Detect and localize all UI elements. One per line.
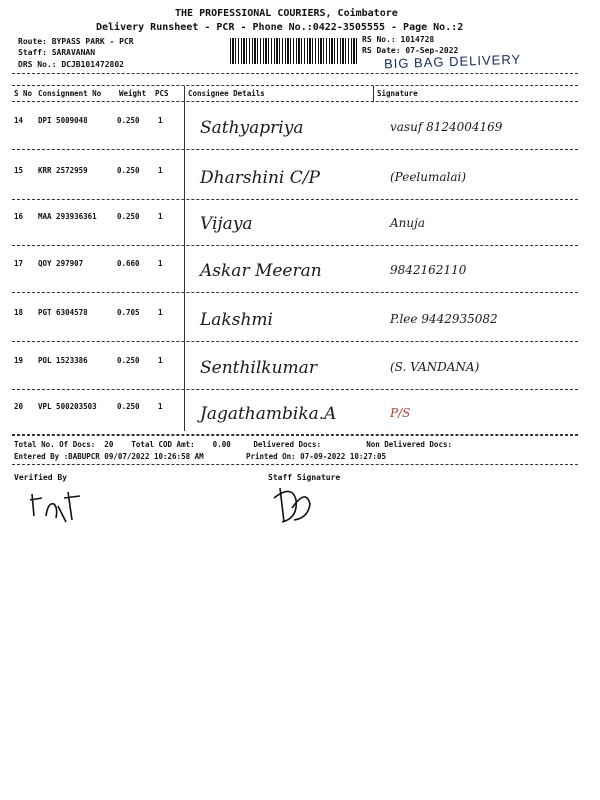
barcode [230, 38, 358, 64]
row-consignment-no: QOY 297907 [38, 259, 84, 268]
drs-label: DRS No.: DCJB101472802 [18, 60, 124, 69]
row-weight: 0.250 [117, 212, 140, 221]
staff-label: Staff: SARAVANAN [18, 48, 96, 57]
row-consignee-name: Jagathambika.A [200, 404, 337, 424]
row-signature: Anuja [390, 216, 425, 230]
row-consignee-name: Vijaya [200, 214, 253, 234]
row-sno: 15 [14, 166, 24, 175]
row-divider [12, 389, 578, 390]
row-consignment-no: KRR 2572959 [38, 166, 88, 175]
col-consignment: Consignment No [38, 89, 102, 98]
divider [12, 464, 578, 465]
rs-number: RS No.: 1014728 [362, 35, 435, 44]
company-title: THE PROFESSIONAL COURIERS, Coimbatore [175, 8, 398, 19]
staff-signature-label: Staff Signature [268, 473, 341, 482]
row-pcs: 1 [158, 116, 163, 125]
row-pcs: 1 [158, 308, 163, 317]
row-pcs: 1 [158, 212, 163, 221]
col-sno: S No [14, 89, 33, 98]
row-signature: P/S [390, 406, 411, 420]
route-label: Route: BYPASS PARK - PCR [18, 37, 134, 46]
row-pcs: 1 [158, 356, 163, 365]
row-pcs: 1 [158, 166, 163, 175]
col-signature: Signature [377, 89, 418, 98]
printed-on: Printed On: 07-09-2022 10:27:05 [246, 452, 386, 461]
verifier-signature [28, 486, 88, 526]
row-sno: 16 [14, 212, 24, 221]
row-consignee-name: Sathyapriya [200, 118, 304, 138]
row-sno: 17 [14, 259, 24, 268]
row-weight: 0.660 [117, 259, 140, 268]
row-weight: 0.705 [117, 308, 140, 317]
row-consignee-name: Senthilkumar [200, 358, 317, 378]
big-bag-stamp: BIG BAG DELIVERY [383, 51, 522, 72]
divider [12, 85, 578, 86]
row-weight: 0.250 [117, 402, 140, 411]
row-consignment-no: POL 1523386 [38, 356, 88, 365]
row-consignment-no: MAA 293936361 [38, 212, 97, 221]
row-divider [12, 292, 578, 293]
entered-by: Entered By :BABUPCR 09/07/2022 10:26:58 AM [14, 452, 204, 461]
row-divider [12, 149, 578, 150]
runsheet-title: Delivery Runsheet - PCR - Phone No.:0422-3505555 - Page No.:2 [96, 22, 464, 33]
row-divider [12, 435, 578, 436]
row-weight: 0.250 [117, 116, 140, 125]
column-rule [373, 86, 374, 102]
row-divider [12, 199, 578, 200]
row-signature: P.lee 9442935082 [390, 312, 498, 326]
row-signature: vasuf 8124004169 [390, 120, 503, 134]
row-weight: 0.250 [117, 166, 140, 175]
row-consignment-no: VPL 500203503 [38, 402, 97, 411]
row-sno: 14 [14, 116, 24, 125]
column-rule [184, 86, 185, 431]
row-pcs: 1 [158, 259, 163, 268]
row-consignment-no: DPI 5009048 [38, 116, 88, 125]
col-consignee: Consignee Details [188, 89, 265, 98]
col-weight: Weight [119, 89, 147, 98]
row-pcs: 1 [158, 402, 163, 411]
row-consignment-no: PGT 6304578 [38, 308, 88, 317]
verified-by-label: Verified By [14, 473, 67, 482]
row-sno: 19 [14, 356, 24, 365]
row-consignee-name: Askar Meeran [200, 261, 322, 281]
row-consignee-name: Lakshmi [200, 310, 273, 330]
totals-line: Total No. Of Docs: 20 Total COD Amt: 0.00 Delivered Docs: Non Delivered Docs: [14, 440, 452, 449]
row-weight: 0.250 [117, 356, 140, 365]
rs-date: RS Date: 07-Sep-2022 [362, 46, 459, 55]
divider [12, 434, 578, 435]
row-divider [12, 341, 578, 342]
staff-signature [262, 478, 322, 528]
row-divider [12, 245, 578, 246]
row-signature: (S. VANDANA) [390, 360, 480, 374]
col-pcs: PCS [155, 89, 169, 98]
row-consignee-name: Dharshini C/P [200, 168, 320, 188]
row-signature: 9842162110 [390, 263, 467, 277]
row-sno: 20 [14, 402, 24, 411]
row-signature: (Peelumalai) [390, 170, 467, 184]
row-sno: 18 [14, 308, 24, 317]
divider [12, 101, 578, 102]
divider [12, 73, 578, 74]
